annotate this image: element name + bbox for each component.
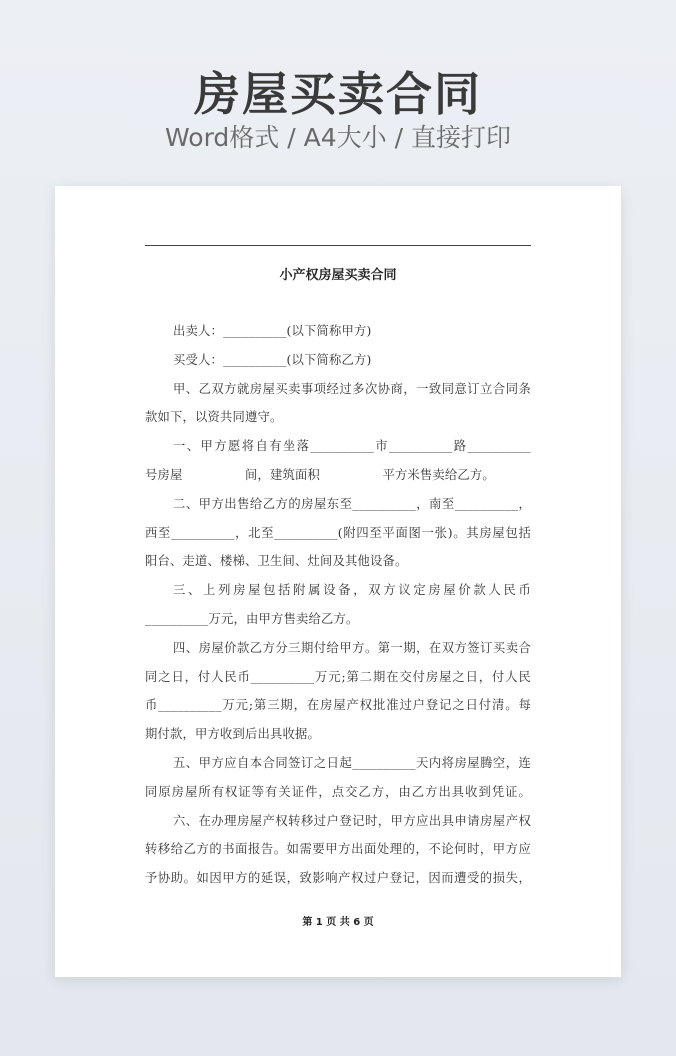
clause-2-line: 二、甲方出售给乙方的房屋东至__________，南至__________， [173, 496, 531, 511]
clause-2-line: 西至__________，北至__________(附四至平面图一张)。其房屋包括 [145, 525, 531, 540]
paragraph-line: 款如下，以资共同遵守。 [145, 410, 283, 425]
document-body [145, 317, 531, 893]
clause-1-line: 号房屋 间，建筑面积 平方米售卖给乙方。 [145, 467, 495, 482]
clause-4-line: 币__________万元;第三期，在房屋产权批准过户登记之日付清。每 [145, 698, 531, 713]
banner-subtitle: Word格式 / A4大小 / 直接打印 [165, 123, 511, 152]
clause-2-line: 阳台、走道、楼梯、卫生间、灶间及其他设备。 [145, 554, 408, 569]
clause-1-line: 一、甲方愿将自有坐落__________市__________路__________ [173, 439, 531, 454]
clause-6-line: 六、在办理房屋产权转移过户登记时，甲方应出具申请房屋产权 [173, 813, 531, 828]
header-rule [145, 245, 531, 246]
document-page [55, 186, 621, 977]
page-number-footer: 第 1 页 共 6 页 [302, 917, 374, 928]
banner-title: 房屋买卖合同 [194, 67, 482, 121]
clause-4-line: 四、房屋价款乙方分三期付给甲方。第一期，在双方签订买卖合 [173, 640, 531, 655]
document-title: 小产权房屋买卖合同 [279, 268, 397, 283]
clause-6-line: 予协助。如因甲方的延误，致影响产权过户登记，因而遭受的损失， [145, 871, 531, 886]
clause-4-line: 期付款，甲方收到后出具收据。 [145, 727, 320, 742]
clause-4-line: 同之日，付人民币__________万元;第二期在交付房屋之日，付人民 [145, 669, 531, 684]
seller-line: 出卖人：__________(以下简称甲方) [173, 324, 372, 338]
clause-3-line: __________万元，由甲方售卖给乙方。 [145, 611, 359, 626]
clause-3-line: 三、上列房屋包括附属设备，双方议定房屋价款人民币 [173, 583, 531, 598]
clause-5-line: 五、甲方应自本合同签订之日起__________天内将房屋腾空，连 [173, 755, 531, 770]
paragraph-line: 甲、乙双方就房屋买卖事项经过多次协商，一致同意订立合同条 [173, 381, 531, 396]
buyer-line: 买受人：__________(以下简称乙方) [173, 352, 372, 367]
clause-6-line: 转移给乙方的书面报告。如需要甲方出面处理的，不论何时，甲方应 [145, 842, 531, 857]
clause-5-line: 同原房屋所有权证等有关证件，点交乙方，由乙方出具收到凭证。 [145, 784, 531, 799]
